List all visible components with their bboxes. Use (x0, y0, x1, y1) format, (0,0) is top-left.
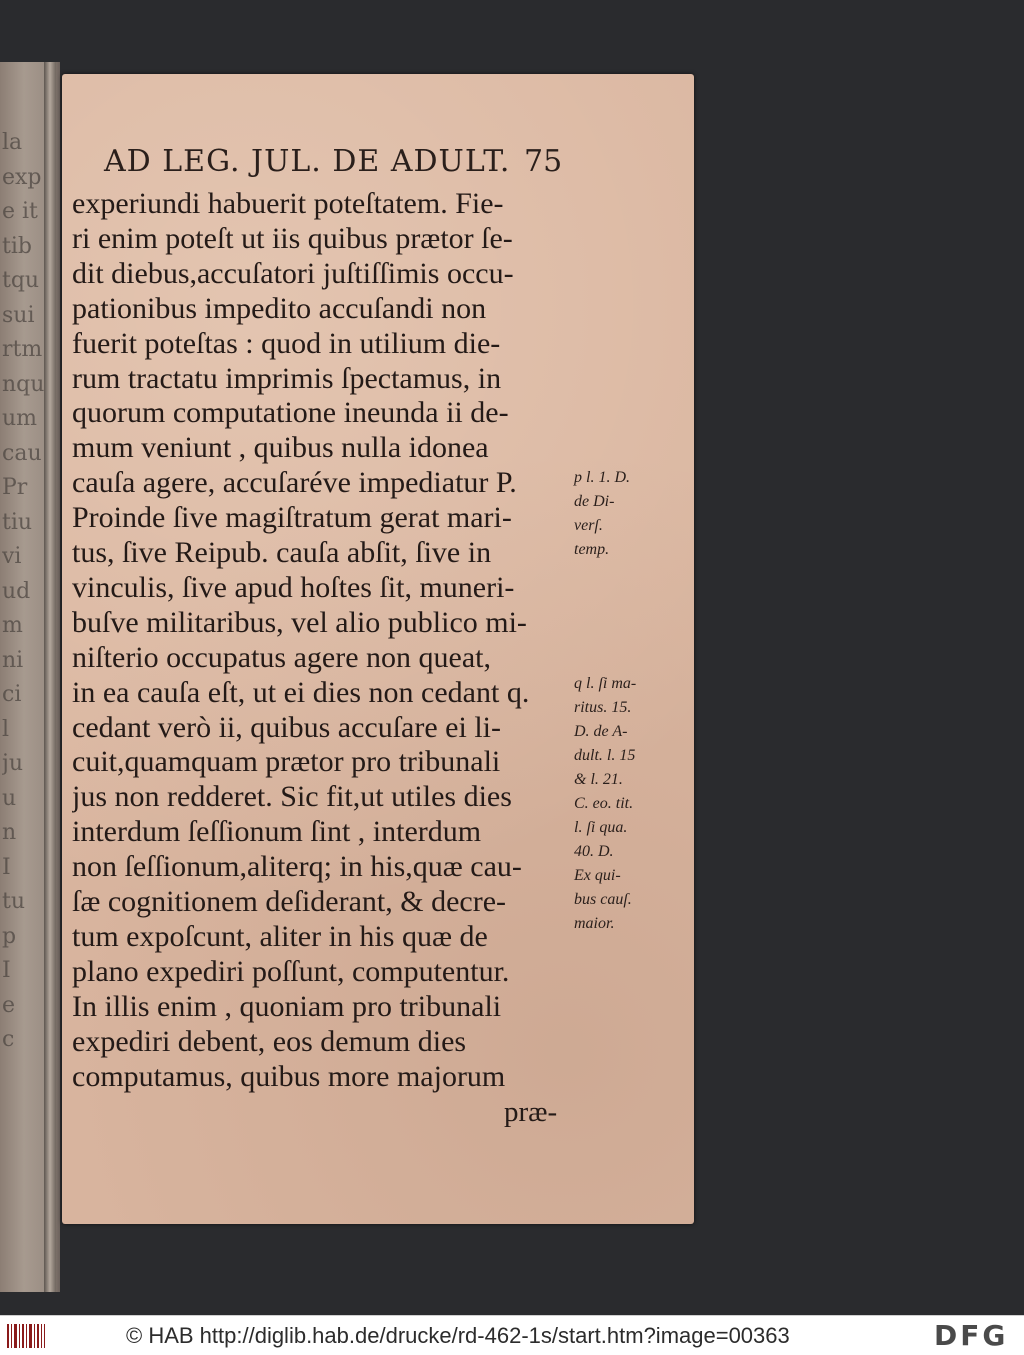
margin-note-line: & l. 21. (574, 771, 623, 788)
previous-page-fragment: sui (2, 304, 35, 327)
text-line: non ſeſſionum,aliterq; in his,quæ cau- (72, 850, 522, 884)
margin-note-line: temp. (574, 541, 610, 558)
catchword: præ- (504, 1096, 558, 1128)
previous-page-fragment: rtm (2, 339, 43, 361)
previous-page-fragment: Pr (2, 477, 28, 499)
text-line: mum veniunt , quibus nulla idonea (72, 431, 489, 465)
previous-page-fragment: n (2, 822, 17, 844)
previous-page-fragment: ju (2, 753, 23, 775)
margin-note-line: l. ſi qua. (574, 819, 628, 836)
barcode-icon (6, 1322, 46, 1350)
margin-note-line: D. de A- (574, 723, 628, 740)
previous-page-fragment: tu (2, 891, 26, 913)
text-line: vinculis, ſive apud hoſtes ſit, muneri- (72, 570, 515, 604)
text-line: experiundi habuerit poteſtatem. Fie- (72, 187, 504, 220)
previous-page-fragment: nqu (2, 373, 44, 396)
previous-page-fragment: l (2, 718, 10, 741)
margin-note-line: ritus. 15. (574, 699, 632, 716)
footer-credit-link[interactable]: © HAB http://diglib.hab.de/drucke/rd-462-1s/start.htm?image=00363 (126, 1323, 790, 1348)
text-line: ſæ cognitionem deſiderant, & decre- (72, 885, 507, 918)
text-line: dit diebus,accuſatori juſtiſſimis occu- (72, 256, 514, 290)
previous-page-fragment: exp (2, 166, 42, 189)
previous-page-fragment: tib (2, 235, 32, 258)
previous-page-fragment: um (2, 408, 38, 430)
text-line: cuit,quamquam prætor pro tribunali (72, 745, 501, 779)
text-line: buſve militaribus, vel alio publico mi- (72, 605, 527, 639)
text-line: tum expoſcunt, aliter in his quæ de (72, 919, 488, 953)
running-head: AD LEG. JUL. DE ADULT. (104, 144, 511, 179)
previous-page-fragment: m (2, 615, 23, 637)
margin-note-line: Ex qui- (574, 867, 621, 884)
previous-page-fragment: p (2, 925, 17, 948)
previous-page-edge (0, 62, 60, 1292)
text-line: cauſa agere, accuſaréve impediatur P. (72, 466, 517, 500)
text-line: interdum ſeſſionum ſint , interdum (72, 815, 482, 849)
footer-bar (0, 1315, 1024, 1355)
text-line: computamus, quibus more majorum (72, 1059, 506, 1093)
text-line: pationibus impedito accuſandi non (72, 291, 487, 325)
page-gutter (44, 62, 56, 1292)
margin-note-line: p l. 1. D. (574, 469, 630, 486)
text-line: expediri debent, eos demum dies (72, 1024, 467, 1058)
previous-page-fragment: e (2, 994, 16, 1017)
margin-note-line: dult. l. 15 (574, 747, 636, 764)
previous-page-fragment: vi (2, 546, 22, 568)
previous-page-fragment: e it (2, 201, 38, 223)
text-line: quorum computatione ineunda ii de- (72, 396, 509, 430)
dfg-logo: DFG (934, 1319, 1009, 1352)
previous-page-fragment: cau (2, 442, 42, 465)
previous-page-fragment: I (2, 856, 11, 879)
margin-note-q (574, 672, 664, 936)
text-line: cedant verò ii, quibus accuſare ei li- (72, 710, 501, 744)
text-line: In illis enim , quoniam pro tribunali (72, 989, 502, 1023)
previous-page-fragment: I (2, 960, 11, 982)
previous-page-fragment: u (2, 787, 17, 810)
margin-note-line: C. eo. tit. (574, 795, 634, 812)
text-line: ri enim poteſt ut iis quibus prætor ſe- (72, 221, 513, 255)
text-line: tus, ſive Reipub. cauſa abſit, ſive in (72, 536, 492, 569)
margin-note-line: verſ. (574, 517, 603, 534)
text-line: plano expediri poſſunt, computentur. (72, 954, 510, 988)
previous-page-fragment: tqu (2, 270, 40, 292)
text-line: fuerit poteſtas : quod in utilium die- (72, 326, 501, 360)
previous-page-fragment: ni (2, 649, 24, 672)
text-line: Proinde ſive magiſtratum gerat mari- (72, 501, 512, 535)
previous-page-fragment: c (2, 1029, 15, 1051)
margin-note-line: bus cauſ. (574, 891, 632, 908)
margin-note-line: de Di- (574, 493, 615, 510)
previous-page-fragment: la (2, 132, 23, 154)
text-line: in ea cauſa eſt, ut ei dies non cedant q. (72, 675, 530, 709)
text-line: rum tractatu imprimis ſpectamus, in (72, 361, 502, 395)
text-line: jus non redderet. Sic fit,ut utiles dies (72, 780, 512, 814)
margin-note-line: q l. ſi ma- (574, 675, 637, 692)
margin-note-line: maior. (574, 915, 615, 932)
text-line: niſterio occupatus agere non queat, (72, 640, 492, 674)
margin-note-p (574, 466, 664, 562)
previous-page-fragment: tiu (2, 511, 33, 534)
book-page (62, 74, 694, 1224)
previous-page-fragment: ci (2, 684, 22, 706)
margin-note-line: 40. D. (574, 843, 614, 860)
previous-page-fragment: ud (2, 580, 31, 603)
page-number: 75 (524, 144, 563, 179)
